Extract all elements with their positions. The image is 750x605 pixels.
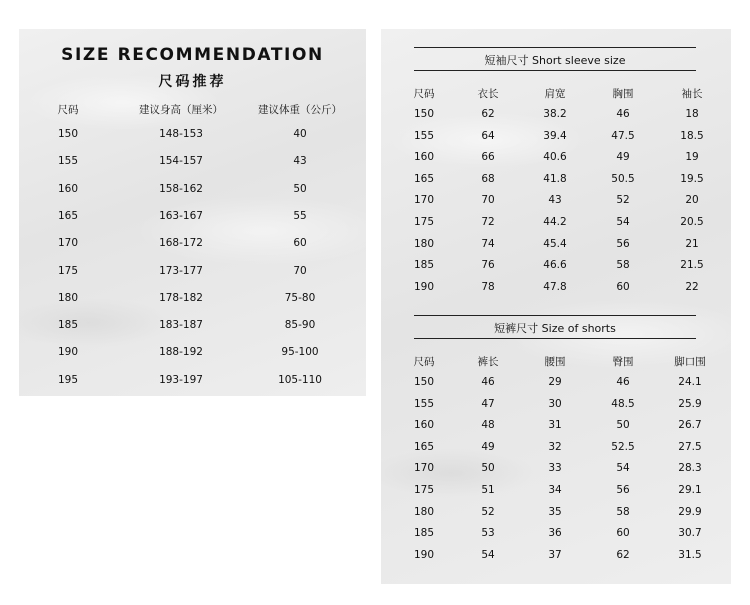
shorts-bottom-rule: [414, 338, 696, 339]
table-cell: 50: [616, 419, 630, 432]
table-cell: 56: [616, 484, 630, 496]
table-cell: 70: [481, 194, 495, 207]
column-header: 衣长: [477, 88, 499, 100]
table-cell: 50.5: [611, 172, 635, 185]
table-cell: 52: [616, 194, 630, 207]
table-cell: 155: [57, 155, 79, 168]
recommendation-title-cn: 尺码推荐: [158, 74, 227, 90]
table-cell: 56: [616, 237, 630, 250]
table-cell: 29.9: [678, 505, 702, 518]
table-cell: 165: [413, 172, 435, 185]
table-cell: 190: [413, 280, 435, 293]
table-cell: 75-80: [284, 291, 316, 304]
table-cell: 72: [481, 216, 495, 228]
table-cell: 180: [413, 505, 435, 518]
table-cell: 185: [57, 319, 79, 332]
short-sleeve-top-rule: [414, 47, 696, 48]
table-cell: 68: [481, 172, 495, 185]
table-cell: 46: [481, 376, 495, 388]
table-cell: 24.1: [678, 376, 702, 388]
table-cell: 148-153: [159, 128, 203, 140]
table-cell: 185: [413, 259, 435, 272]
table-cell: 47.5: [611, 129, 635, 142]
table-cell: 154-157: [159, 155, 203, 168]
table-cell: 85-90: [284, 319, 316, 332]
table-cell: 60: [616, 527, 630, 540]
table-cell: 36: [548, 527, 562, 540]
table-cell: 29.1: [678, 484, 702, 496]
table-cell: 195: [57, 373, 79, 386]
table-cell: 155: [413, 129, 435, 142]
column-header: 肩宽: [544, 88, 566, 100]
table-cell: 165: [413, 440, 435, 453]
shorts-title: 短裤尺寸 Size of shorts: [494, 322, 616, 335]
column-header: 裤长: [477, 356, 499, 368]
table-cell: 58: [616, 505, 630, 518]
short-sleeve-title: 短袖尺寸 Short sleeve size: [484, 54, 626, 67]
column-header: 尺码: [57, 104, 79, 116]
column-header: 建议身高（厘米）: [139, 104, 223, 116]
table-cell: 44.2: [543, 216, 567, 228]
table-cell: 35: [548, 505, 562, 518]
column-header: 建议体重（公斤）: [258, 104, 342, 116]
table-cell: 168-172: [159, 237, 203, 250]
table-cell: 54: [616, 462, 630, 475]
table-cell: 150: [413, 108, 435, 120]
table-cell: 46: [616, 108, 630, 120]
table-cell: 43: [548, 194, 562, 207]
table-cell: 54: [481, 548, 495, 561]
table-cell: 40.6: [543, 151, 567, 164]
table-cell: 173-177: [159, 264, 203, 277]
table-cell: 22: [685, 280, 699, 293]
table-cell: 38.2: [543, 108, 567, 120]
table-cell: 178-182: [159, 291, 203, 304]
table-cell: 21: [685, 237, 699, 250]
table-cell: 39.4: [543, 129, 567, 142]
column-header: 脚口围: [674, 356, 706, 368]
column-header: 腰围: [544, 356, 566, 368]
table-cell: 78: [481, 280, 495, 293]
table-cell: 30: [548, 397, 562, 410]
table-cell: 105-110: [278, 373, 322, 386]
table-cell: 53: [481, 527, 495, 540]
short-sleeve-bottom-rule: [414, 70, 696, 71]
table-cell: 41.8: [543, 172, 567, 185]
column-header: 尺码: [413, 88, 435, 100]
table-cell: 70: [293, 264, 307, 277]
table-cell: 74: [481, 237, 495, 250]
table-cell: 175: [57, 264, 79, 277]
table-cell: 32: [548, 440, 562, 453]
table-cell: 190: [413, 548, 435, 561]
table-cell: 158-162: [159, 182, 203, 195]
column-header: 臀围: [612, 356, 634, 368]
recommendation-title-en: SIZE RECOMMENDATION: [61, 45, 324, 65]
table-cell: 175: [413, 216, 435, 228]
table-cell: 27.5: [678, 440, 702, 453]
table-cell: 19: [685, 151, 699, 164]
table-cell: 45.4: [543, 237, 567, 250]
shorts-top-rule: [414, 315, 696, 316]
table-cell: 31: [548, 419, 562, 432]
table-cell: 54: [616, 216, 630, 228]
table-cell: 52.5: [611, 440, 635, 453]
table-cell: 76: [481, 259, 495, 272]
table-cell: 29: [548, 376, 562, 388]
table-cell: 18: [685, 108, 699, 120]
table-cell: 43: [293, 155, 307, 168]
table-cell: 160: [57, 182, 79, 195]
table-cell: 175: [413, 484, 435, 496]
table-cell: 28.3: [678, 462, 702, 475]
table-cell: 170: [413, 194, 435, 207]
table-cell: 190: [57, 346, 79, 359]
table-cell: 163-167: [159, 209, 203, 222]
table-cell: 180: [57, 291, 79, 304]
column-header: 尺码: [413, 356, 435, 368]
table-cell: 48: [481, 419, 495, 432]
table-cell: 19.5: [680, 172, 704, 185]
table-cell: 170: [413, 462, 435, 475]
table-cell: 165: [57, 209, 79, 222]
size-charts-panel: [381, 29, 731, 584]
table-cell: 52: [481, 505, 495, 518]
table-cell: 50: [293, 182, 307, 195]
table-cell: 25.9: [678, 397, 702, 410]
table-cell: 37: [548, 548, 562, 561]
table-cell: 18.5: [680, 129, 704, 142]
table-cell: 40: [293, 128, 307, 140]
table-cell: 183-187: [159, 319, 203, 332]
table-cell: 193-197: [159, 373, 203, 386]
table-cell: 21.5: [680, 259, 704, 272]
table-cell: 49: [616, 151, 630, 164]
column-header: 袖长: [681, 88, 703, 100]
column-header: 胸围: [612, 88, 634, 100]
table-cell: 60: [616, 280, 630, 293]
table-cell: 150: [413, 376, 435, 388]
table-cell: 170: [57, 237, 79, 250]
table-cell: 62: [481, 108, 495, 120]
table-cell: 26.7: [678, 419, 702, 432]
table-cell: 180: [413, 237, 435, 250]
table-cell: 188-192: [159, 346, 203, 359]
table-cell: 160: [413, 419, 435, 432]
table-cell: 55: [293, 209, 307, 222]
table-cell: 185: [413, 527, 435, 540]
table-cell: 49: [481, 440, 495, 453]
table-cell: 48.5: [611, 397, 635, 410]
table-cell: 95-100: [281, 346, 319, 359]
table-cell: 155: [413, 397, 435, 410]
size-recommendation-panel: [19, 29, 366, 396]
table-cell: 31.5: [678, 548, 702, 561]
table-cell: 34: [548, 484, 562, 496]
table-cell: 47.8: [543, 280, 567, 293]
table-cell: 60: [293, 237, 307, 250]
table-cell: 46: [616, 376, 630, 388]
table-cell: 47: [481, 397, 495, 410]
table-cell: 62: [616, 548, 630, 561]
table-cell: 33: [548, 462, 562, 475]
table-cell: 51: [481, 484, 495, 496]
table-cell: 46.6: [543, 259, 567, 272]
table-cell: 30.7: [678, 527, 702, 540]
table-cell: 66: [481, 151, 495, 164]
table-cell: 50: [481, 462, 495, 475]
table-cell: 58: [616, 259, 630, 272]
table-cell: 160: [413, 151, 435, 164]
table-cell: 64: [481, 129, 495, 142]
table-cell: 150: [57, 128, 79, 140]
table-cell: 20.5: [680, 216, 704, 228]
table-cell: 20: [685, 194, 699, 207]
